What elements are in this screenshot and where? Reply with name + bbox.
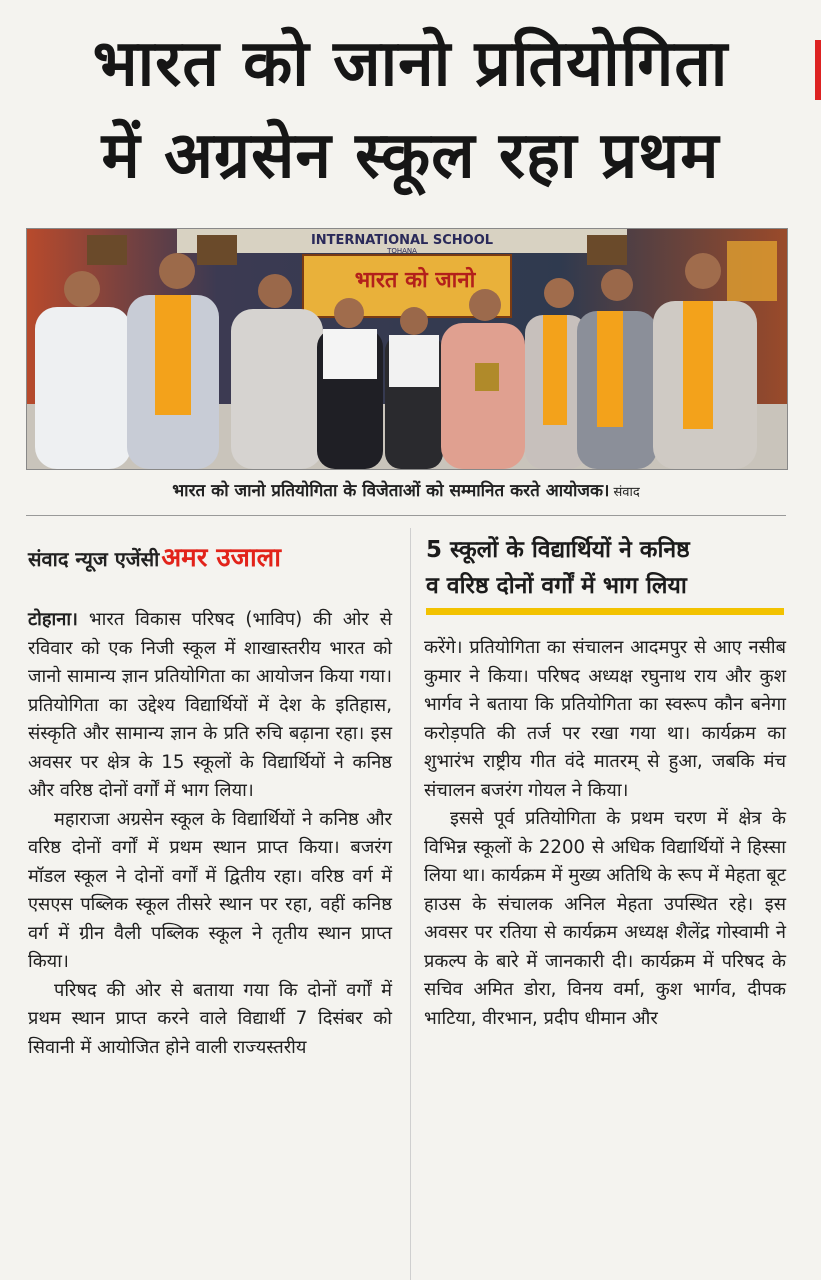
paragraph: इससे पूर्व प्रतियोगिता के प्रथम चरण में क्षेत्र के विभिन्न स्कूलों के 2200 से अधिक विद्यार्थियों ने हिस्सा लिया था। कार्यक्रम में मुख्य अतिथि के रूप में मेहता बूट हाउस के संचालक अनिल मेहता उपस्थित रहे। इस अवसर पर रतिया से कार्यक्रम अध्यक्ष शैलेंद्र गोस्वामी ने प्रकल्प के बारे में जानकारी दी। कार्यक्रम में परिषद के सचिव अमित डोरा, विनय वर्मा, कुश भार्गव, दीपक भाटिया, वीरभान, प्रदीप धीमान और [424, 808, 786, 1029]
headline-line-1: भारत को जानो प्रतियोगिता [92, 27, 729, 101]
page-edge-marker [815, 40, 821, 100]
brand-name: अमर उजाला [161, 543, 282, 573]
headline [0, 18, 821, 202]
subheadline-underline [426, 608, 784, 615]
paragraph: महाराजा अग्रसेन स्कूल के विद्यार्थियों ने कनिष्ठ और वरिष्ठ दोनों वर्गों में प्रथम स्थान प्राप्त किया। बजरंग मॉडल स्कूल ने दोनों वर्गों में द्वितीय रहा। वरिष्ठ वर्ग में एसएस पब्लिक स्कूल तीसरे स्थान पर रहा, वहीं कनिष्ठ वर्ग में ग्रीन वैली पब्लिक स्कूल ने तृतीय स्थान प्राप्त किया। [28, 808, 392, 972]
photo-caption [26, 478, 786, 501]
byline [28, 538, 281, 574]
caption-credit: संवाद [613, 485, 640, 500]
article-column-2 [424, 634, 786, 1033]
paragraph-text: भारत विकास परिषद (भाविप) की ओर से रविवार को एक निजी स्कूल में शाखास्तरीय भारत को जानो सामान्य ज्ञान प्रतियोगिता का आयोजन किया गया। प्रतियोगिता का उद्देश्य विद्यार्थियों में देश के इतिहास, संस्कृति और सामान्य ज्ञान के प्रति रुचि बढ़ाना रहा। इस अवसर पर क्षेत्र के 15 स्कूलों के विद्यार्थियों ने कनिष्ठ और वरिष्ठ दोनों वर्गों में भाग लिया। [28, 609, 392, 801]
paragraph: परिषद की ओर से बताया गया कि दोनों वर्गों में प्रथम स्थान प्राप्त करने वाले विद्यार्थी 7 दिसंबर को सिवानी में आयोजित होने वाली राज्यस्तरीय [28, 979, 392, 1058]
subheadline-line-1: 5 स्कूलों के विद्यार्थियों ने कनिष्ठ [426, 537, 690, 563]
photo-banner-sub: TOHANA [387, 247, 417, 255]
section-divider [26, 515, 786, 516]
news-photo [26, 228, 788, 470]
column-divider [410, 528, 411, 1280]
subheadline-line-2: व वरिष्ठ दोनों वर्गों में भाग लिया [426, 573, 687, 599]
paragraph: करेंगे। प्रतियोगिता का संचालन आदमपुर से आए नसीब कुमार ने किया। परिषद अध्यक्ष रघुनाथ राय और कुश भार्गव ने बताया कि प्रतियोगिता का स्वरूप कौन बनेगा करोड़पति की तर्ज पर रखा गया था। कार्यक्रम का शुभारंभ राष्ट्रीय गीत वंदे मातरम् से हुआ, जबकि मंच संचालन बजरंग गोयल ने किया। [424, 637, 786, 801]
subheadline [426, 532, 786, 604]
headline-line-2: में अग्रसेन स्कूल रहा प्रथम [101, 119, 720, 193]
byline-agency: संवाद न्यूज एजेंसी [28, 547, 160, 571]
paragraph [28, 606, 392, 806]
dateline: टोहाना। [28, 609, 78, 630]
caption-text: भारत को जानो प्रतियोगिता के विजेताओं को सम्मानित करते आयोजक। [172, 481, 610, 501]
article-column-1 [28, 606, 392, 1062]
photo-banner-top: INTERNATIONAL SCHOOL [310, 233, 494, 248]
photo-banner-main: भारत को जानो [354, 268, 476, 293]
